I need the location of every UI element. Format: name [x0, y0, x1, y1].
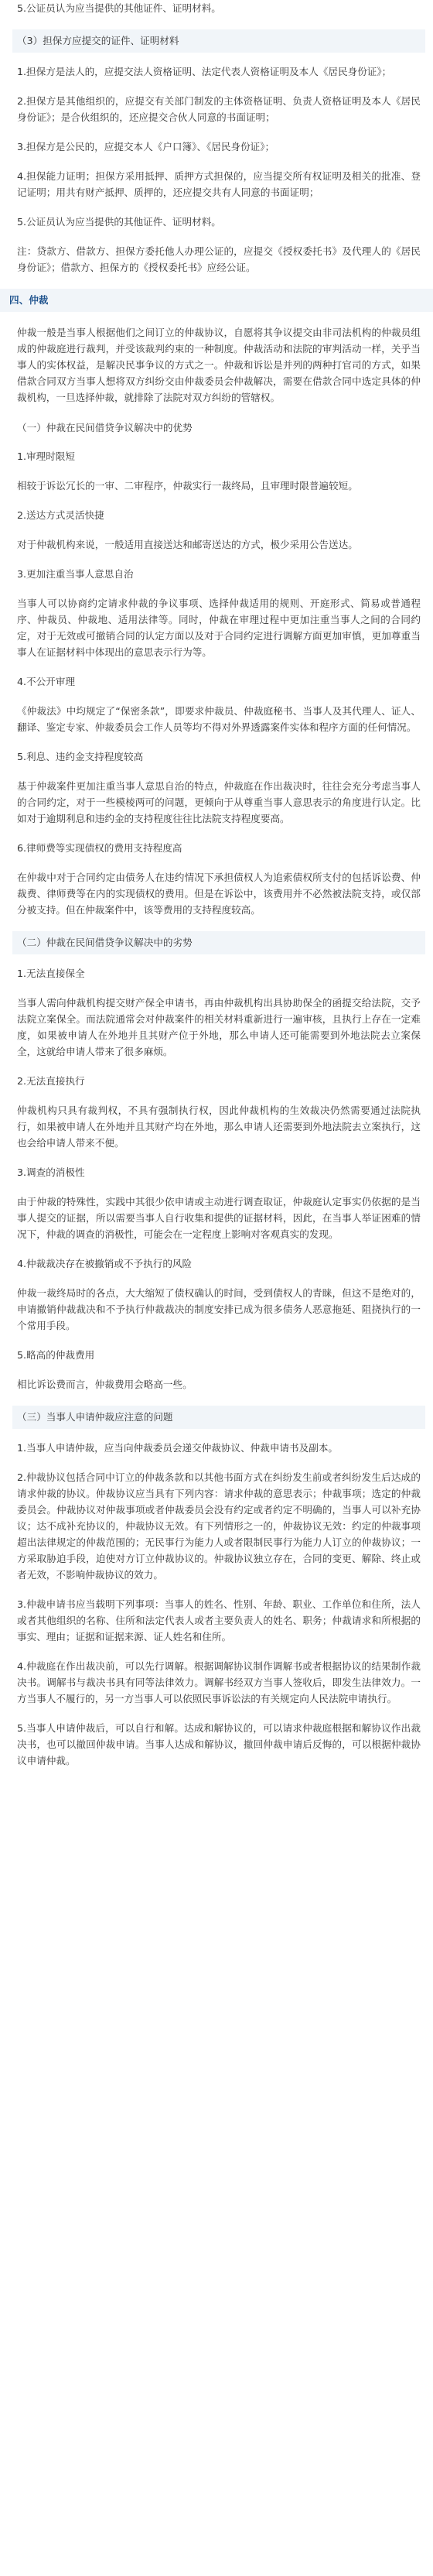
paragraph: 当事人可以协商约定请求仲裁的争议事项、选择仲裁适用的规则、开庭形式、简易或普通程序、仲裁员、仲裁地、适用法律等。同时，仲裁在审理过程中更加注重当事人之间的合同约定，对于无效或可撤销合同的认定方面以及对于合同约定进行调解方面更加审慎，更加尊重当事人在证据材料中体现出的意思表示行为等。	[17, 598, 421, 658]
paragraph: 3.仲裁申请书应当载明下列事项：当事人的姓名、性别、年龄、职业、工作单位和住所，法人或者其他组织的名称、住所和法定代表人或者主要负责人的姓名、职务；仲裁请求和所根据的事实、理由；证据和证据来源、证人姓名和住所。	[17, 1598, 421, 1643]
paragraph: 仲裁机构只具有裁判权，不具有强制执行权，因此仲裁机构的生效裁决仍然需要通过法院执行，如果被申请人在外地并且其财产均在外地，那么申请人还需要到外地法院去立案执行，这也会给申请人带来不便。	[17, 1105, 421, 1149]
paragraph: 4.仲裁裁决存在被撤销或不予执行的风险	[17, 1258, 193, 1269]
paragraph: 1.当事人申请仲裁，应当向仲裁委员会递交仲裁协议、仲裁申请书及副本。	[17, 1442, 339, 1454]
section-heading: 四、仲裁	[0, 289, 433, 312]
paragraph: 在仲裁中对于合同约定由债务人在违约情况下承担债权人为追索债权所支付的包括诉讼费、仲裁费、律师费等在内的实现债权的费用。但是在诉讼中，该费用并不必然被法院支持，或仅部分被支持。但在仲裁案件中，该等费用的支持程度较高。	[17, 872, 421, 916]
paragraph: 2.担保方是其他组织的，应提交有关部门制发的主体资格证明、负责人资格证明及本人《居民身份证》；是合伙组织的，还应提交合伙人同意的书面证明；	[17, 95, 421, 123]
paragraph: 对于仲裁机构来说，一般适用直接送达和邮寄送达的方式，极少采用公告送达。	[17, 539, 358, 550]
paragraph: 5.利息、违约金支持程度较高	[17, 751, 144, 762]
paragraph: 基于仲裁案件更加注重当事人意思自治的特点，仲裁庭在作出裁决时，往往会充分考虑当事人的合同约定，对于一些模棱两可的问题，更倾向于从尊重当事人意思表示的角度进行认定。比如对于逾期利息和违约金的支持程度往往比法院支持程度要高。	[17, 780, 421, 824]
subsection-heading: （二）仲裁在民间借贷争议解决中的劣势	[12, 931, 425, 954]
paragraph: 5.公证员认为应当提供的其他证件、证明材料。	[17, 216, 221, 228]
paragraph: 相较于诉讼冗长的一审、二审程序，仲裁实行一裁终局，且审理时限普遍较短。	[17, 480, 358, 492]
paragraph: 1.审理时限短	[17, 450, 75, 462]
paragraph: 5.略高的仲裁费用	[17, 1349, 95, 1361]
paragraph: 《仲裁法》中均规定了“保密条款”，即要求仲裁员、仲裁庭秘书、当事人及其代理人、证人、翻译、鉴定专家、仲裁委员会工作人员等均不得对外界透露案件实体和程序方面的任何情况。	[17, 705, 421, 733]
subsection-heading: （三）当事人申请仲裁应注意的问题	[12, 1406, 425, 1429]
paragraph: 3.调查的消极性	[17, 1166, 85, 1178]
paragraph: 3.更加注重当事人意思自治	[17, 568, 134, 580]
paragraph: 5.当事人申请仲裁后，可以自行和解。达成和解协议的，可以请求仲裁庭根据和解协议作出裁决书，也可以撤回仲裁申请。当事人达成和解协议，撤回仲裁申请后反悔的，可以根据仲裁协议申请仲裁。	[17, 1722, 421, 1766]
paragraph: 2.送达方式灵活快捷	[17, 509, 104, 521]
paragraph: 4.仲裁庭在作出裁决前，可以先行调解。根据调解协议制作调解书或者根据协议的结果制作裁决书。调解书与裁决书具有同等法律效力。调解书经双方当事人签收后，即发生法律效力。一方当事人不履行的，另一方当事人可以依照民事诉讼法的有关规定向人民法院申请执行。	[17, 1660, 421, 1704]
paragraph: 6.律师费等实现债权的费用支持程度高	[17, 842, 182, 854]
paragraph: 相比诉讼费而言，仲裁费用会略高一些。	[17, 1379, 193, 1390]
paragraph: 由于仲裁的特殊性，实践中其很少依申请或主动进行调查取证，仲裁庭认定事实仍依据的是当事人提交的证据，所以需要当事人自行收集和提供的证据材料，因此，在当事人举证困难的情况下，仲裁的调查的消极性，可能会在一定程度上影响对客观真实的发现。	[17, 1196, 421, 1240]
paragraph: 当事人需向仲裁机构提交财产保全申请书，再由仲裁机构出具协助保全的函提交给法院，交予法院立案保全。而法院通常会对仲裁案件的相关材料重新进行一遍审核，且执行上存在一定难度，如果被申请人在外地并且其财产位于外地，那么申请人还可能需要到外地法院去立案保全，这就给申请人带来了很多麻烦。	[17, 997, 421, 1057]
sub-heading: （一）仲裁在民间借贷争议解决中的优势	[17, 422, 193, 433]
paragraph: 3.担保方是公民的，应提交本人《户口簿》、《居民身份证》；	[17, 141, 275, 152]
paragraph: 1.担保方是法人的，应提交法人资格证明、法定代表人资格证明及本人《居民身份证》；	[17, 66, 392, 77]
paragraph: 1.无法直接保全	[17, 968, 85, 979]
paragraph: 仲裁一般是当事人根据他们之间订立的仲裁协议，自愿将其争议提交由非司法机构的仲裁员组成的仲裁庭进行裁判，并受该裁判约束的一种制度。仲裁活动和法院的审判活动一样，关乎当事人的实体权益，是解决民事争议的方式之一。仲裁和诉讼是并列的两种打官司的方式，如果借款合同双方当事人想将双方纠纷交由仲裁委员会仲裁解决，需要在借款合同中选定具体的仲裁机构，一旦选择仲裁，就排除了法院对双方纠纷的管辖权。	[17, 327, 421, 403]
paragraph: 4.担保能力证明；担保方采用抵押、质押方式担保的，应当提交所有权证明及相关的批准、登记证明；用共有财产抵押、质押的，还应提交共有人同意的书面证明；	[17, 170, 421, 198]
paragraph: 5.公证员认为应当提供的其他证件、证明材料。	[17, 2, 221, 14]
paragraph: 2.无法直接执行	[17, 1075, 85, 1087]
paragraph: 仲裁一裁终局时的各点，大大缩短了债权确认的时间，受到债权人的青睐，但这不是绝对的，申请撤销仲裁裁决和不予执行仲裁裁决的制度安排已成为很多债务人恶意拖延、阻挠执行的一个常用手段。	[17, 1287, 421, 1331]
paragraph: 注：贷款方、借款方、担保方委托他人办理公证的，应提交《授权委托书》及代理人的《居民身份证》；借款方、担保方的《授权委托书》应经公证。	[17, 245, 421, 273]
paragraph: 4.不公开审理	[17, 676, 75, 687]
subsection-heading: （3）担保方应提交的证件、证明材料	[12, 29, 425, 53]
paragraph: 2.仲裁协议包括合同中订立的仲裁条款和以其他书面方式在纠纷发生前或者纠纷发生后达成的请求仲裁的协议。仲裁协议应当具有下列内容：请求仲裁的意思表示；仲裁事项；选定的仲裁委员会。仲裁协议对仲裁事项或者仲裁委员会没有约定或者约定不明确的，当事人可以补充协议；达不成补充协议的，仲裁协议无效。有下列情形之一的，仲裁协议无效：约定的仲裁事项超出法律规定的仲裁范围的；无民事行为能力人或者限制民事行为能力人订立的仲裁协议；一方采取胁迫手段，迫使对方订立仲裁协议的。仲裁协议独立存在，合同的变更、解除、终止或者无效，不影响仲裁协议的效力。	[17, 1471, 421, 1581]
